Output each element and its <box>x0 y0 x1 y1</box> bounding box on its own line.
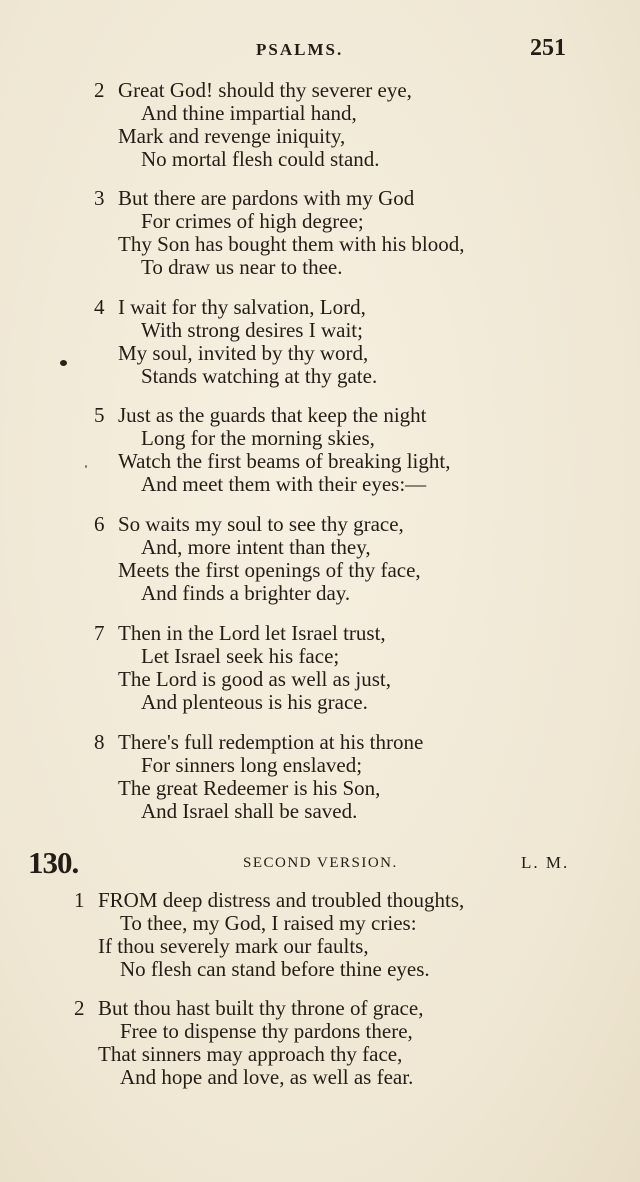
verse-line: I wait for thy salvation, Lord, <box>118 295 366 319</box>
verse-line: And hope and love, as well as fear. <box>120 1065 414 1089</box>
verse-line: Long for the morning skies, <box>141 426 375 450</box>
verse-line: The great Redeemer is his Son, <box>118 776 381 800</box>
verse-line: Mark and revenge iniquity, <box>118 124 346 148</box>
verse-line: But there are pardons with my God <box>118 186 415 210</box>
stanza-number: 8 <box>94 730 105 754</box>
verse-line: Stands watching at thy gate. <box>141 364 378 388</box>
verse-line: Thy Son has bought them with his blood, <box>118 232 465 256</box>
verse-line: The Lord is good as well as just, <box>118 667 391 691</box>
ink-speck <box>60 360 67 366</box>
verse-line: Then in the Lord let Israel trust, <box>118 621 386 645</box>
verse-line: And meet them with their eyes:— <box>141 472 427 496</box>
verse-line: Meets the first openings of thy face, <box>118 558 421 582</box>
verse-line: And finds a brighter day. <box>141 581 351 605</box>
verse-line: And, more intent than they, <box>141 535 371 559</box>
verse-line: And Israel shall be saved. <box>141 799 358 823</box>
verse-line: But thou hast built thy throne of grace, <box>98 996 424 1020</box>
meter-label: L. M. <box>521 853 570 872</box>
verse-line: For sinners long enslaved; <box>141 753 363 777</box>
verse-line: My soul, invited by thy word, <box>118 341 369 365</box>
verse-line: No mortal flesh could stand. <box>141 147 380 171</box>
stanza-number: 6 <box>94 512 105 536</box>
stanza-number: 3 <box>94 186 105 210</box>
stanza-number: 1 <box>74 888 85 912</box>
verse-line: Watch the first beams of breaking light, <box>118 449 451 473</box>
verse-line: With strong desires I wait; <box>141 318 363 342</box>
hymn-number: 130. <box>28 845 79 880</box>
verse-line: Just as the guards that keep the night <box>118 403 427 427</box>
verse-line: There's full redemption at his throne <box>118 730 424 754</box>
ink-speck <box>85 465 87 468</box>
stanza-number: 7 <box>94 621 105 645</box>
page-header <box>0 36 640 66</box>
hymn-heading <box>0 845 640 881</box>
stanza-number: 5 <box>94 403 105 427</box>
verse-line: No flesh can stand before thine eyes. <box>120 957 430 981</box>
version-title: SECOND VERSION. <box>243 855 398 871</box>
stanza-number: 2 <box>74 996 85 1020</box>
verse-line: So waits my soul to see thy grace, <box>118 512 404 536</box>
verse-line: To thee, my God, I raised my cries: <box>120 911 417 935</box>
running-head: PSALMS. <box>256 40 344 59</box>
page-number: 251 <box>530 35 566 61</box>
verse-line: And plenteous is his grace. <box>141 690 368 714</box>
verse-line: If thou severely mark our faults, <box>98 934 369 958</box>
verse-line: Free to dispense thy pardons there, <box>120 1019 413 1043</box>
verse-line: Great God! should thy severer eye, <box>118 78 412 102</box>
verse-line: To draw us near to thee. <box>141 255 343 279</box>
stanza-number: 4 <box>94 295 105 319</box>
verse-line: That sinners may approach thy face, <box>98 1042 403 1066</box>
verse-line: Let Israel seek his face; <box>141 644 340 668</box>
verse-line: FROM deep distress and troubled thoughts, <box>98 888 465 912</box>
stanza-number: 2 <box>94 78 105 102</box>
verse-line: For crimes of high degree; <box>141 209 364 233</box>
verse-line: And thine impartial hand, <box>141 101 357 125</box>
